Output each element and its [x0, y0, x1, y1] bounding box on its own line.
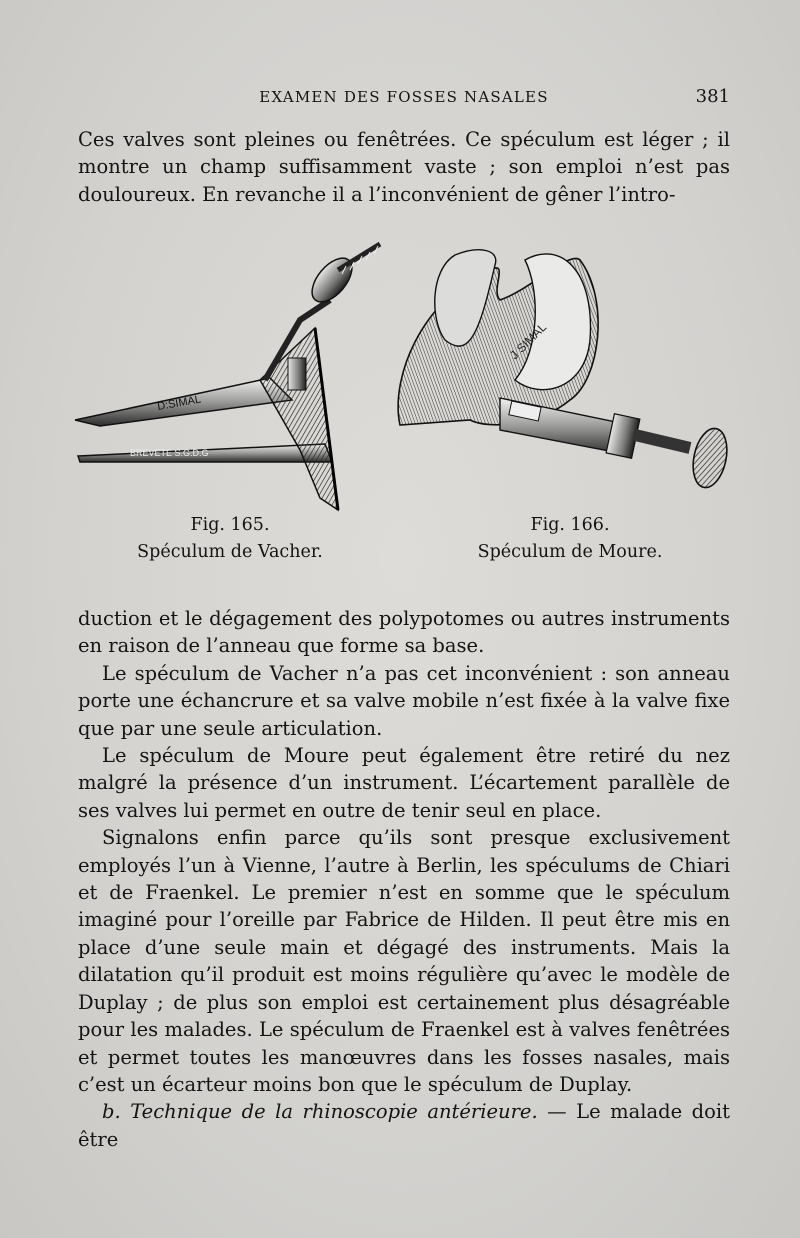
speculum-engravings	[70, 230, 740, 520]
running-title: EXAMEN DES FOSSES NASALES	[259, 88, 549, 106]
paragraph: Le spéculum de Vacher n’a pas cet inconvénient : son anneau porte une échancrure et sa valve mobile n’est fixée à la valve fixe que par une seule articulation.	[78, 661, 730, 740]
paragraph: Le spéculum de Moure peut également être retiré du nez malgré la présence d’un instrument. L’écartement parallèle de ses valves lui permet en outre de tenir seul en place.	[78, 744, 730, 822]
section-heading-line	[78, 1098, 730, 1153]
page-number: 381	[695, 86, 730, 107]
paragraph-top: Ces valves sont pleines ou fenêtrées. Ce spéculum est léger ; il montre un champ suffisamment vaste ; son emploi n’est pas douloureux. En revanche il a l’inconvénient de gêner l’intro-	[78, 128, 730, 206]
figure-165-number: Fig. 165.	[190, 515, 270, 535]
mark-brevete: BREVETE S.G.D.G	[130, 448, 209, 458]
mark-dsimal: D:SIMAL	[156, 393, 202, 413]
figure-166-caption	[440, 512, 700, 566]
figure-165-caption	[110, 512, 350, 566]
figure-illustrations	[70, 230, 740, 520]
mark-jsimal: J SIMAL	[507, 320, 550, 363]
running-head	[78, 86, 730, 108]
figure-166-number: Fig. 166.	[530, 515, 610, 535]
paragraph: duction et le dégagement des polypotomes ou autres instruments en raison de l’anneau que forme sa base.	[78, 607, 730, 658]
section-text: — Le malade doit être	[78, 1100, 730, 1151]
figure-165-drawing	[75, 244, 380, 510]
figure-165-title: Spéculum de Vacher.	[137, 542, 323, 562]
paragraph: Signalons enfin parce qu’ils sont presque exclusivement employés l’un à Vienne, l’autre à Berlin, les spéculums de Chiari et de Fraenkel. Le premier n’est en somme que le spéculum imaginé pour l’oreille par Fabrice de Hilden. Il peut être mis en place d’une seule main et dégagé des instruments. Mais la dilatation qu’il produit est moins régulière qu’avec le modèle de Duplay ; de plus son emploi est certainement plus désagréable pour les malades. Le spéculum de Fraenkel est à valves fenêtrées et permet toutes les manœuvres dans les fosses nasales, mais c’est un écarteur moins bon que le spéculum de Duplay.	[78, 826, 730, 1096]
figure-166-title: Spéculum de Moure.	[477, 542, 663, 562]
body-text	[78, 605, 730, 1153]
section-label: b. Technique de la rhinoscopie antérieure.	[102, 1100, 538, 1124]
figure-166-drawing	[398, 250, 732, 491]
